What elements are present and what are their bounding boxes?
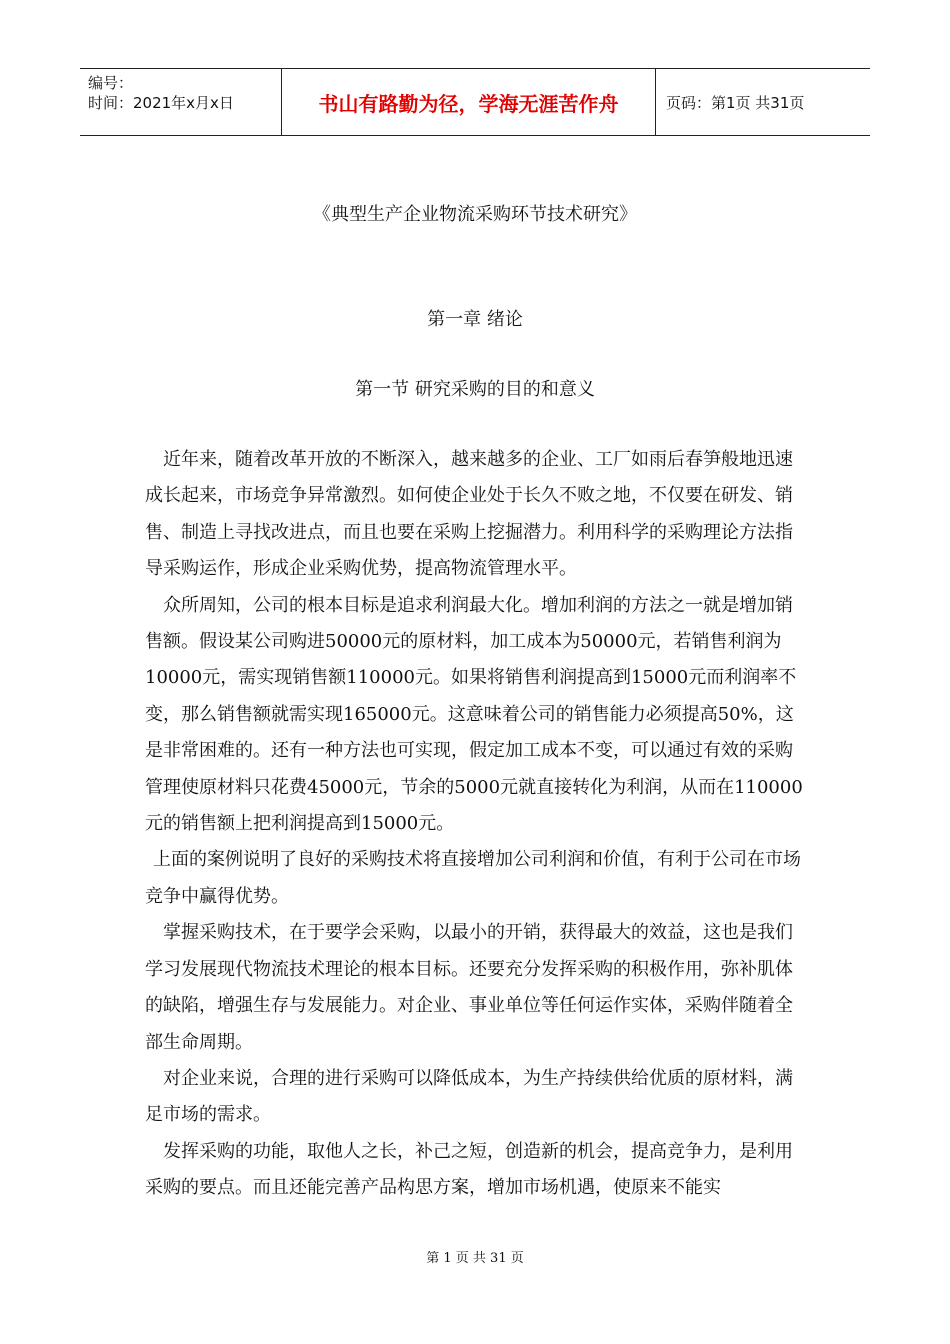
- page-header: [80, 68, 870, 136]
- paragraph: 掌握采购技术，在于要学会采购，以最小的开销，获得最大的效益，这也是我们学习发展现代物流技术理论的根本目标。还要充分发挥采购的积极作用，弥补肌体的缺陷，增强生存与发展能力。对企业、事业单位等任何运作实体，采购伴随着全部生命周期。: [145, 922, 793, 1053]
- time-label: 时间：2021年x月x日: [88, 94, 234, 112]
- paragraph: 对企业来说，合理的进行采购可以降低成本，为生产持续供给优质的原材料，满足市场的需求。: [145, 1067, 793, 1126]
- number-label: 编号：: [88, 74, 134, 92]
- section-title: 第一节 研究采购的目的和意义: [355, 379, 595, 400]
- document-title: 《典型生产企业物流采购环节技术研究》: [313, 204, 637, 225]
- paragraph: 发挥采购的功能，取他人之长，补己之短，创造新的机会，提高竞争力，是利用采购的要点。而且还能完善产品构思方案，增加市场机遇，使原来不能实: [145, 1140, 793, 1199]
- paragraph: 近年来，随着改革开放的不断深入，越来越多的企业、工厂如雨后春笋般地迅速成长起来，市场竞争异常激烈。如何使企业处于长久不败之地，不仅要在研发、销售、制造上寻找改进点，而且也要在采购上挖掘潜力。利用科学的采购理论方法指导采购运作，形成企业采购优势，提高物流管理水平。: [145, 449, 793, 580]
- body-text: [145, 442, 810, 1207]
- header-page-info: 页码：第1页 共31页: [666, 93, 805, 112]
- page-footer: 第 1 页 共 31 页: [426, 1251, 524, 1266]
- paragraph: 上面的案例说明了良好的采购技术将直接增加公司利润和价值，有利于公司在市场竞争中赢得优势。: [145, 849, 801, 907]
- header-motto: 书山有路勤为径，学海无涯苦作舟: [282, 69, 656, 135]
- header-meta: [80, 69, 282, 135]
- chapter-title: 第一章 绪论: [427, 309, 523, 330]
- paragraph: 众所周知，公司的根本目标是追求利润最大化。增加利润的方法之一就是增加销售额。假设某公司购进50000元的原材料，加工成本为50000元，若销售利润为10000元，需实现销售额110000元。如果将销售利润提高到15000元而利润率不变，那么销售额就需实现165000元。这意味着公司的销售能力必须提高50%，这是非常困难的。还有一种方法也可实现，假定加工成本不变，可以通过有效的采购管理使原材料只花费45000元，节余的5000元就直接转化为利润，从而在110000元的销售额上把利润提高到15000元。: [145, 594, 803, 835]
